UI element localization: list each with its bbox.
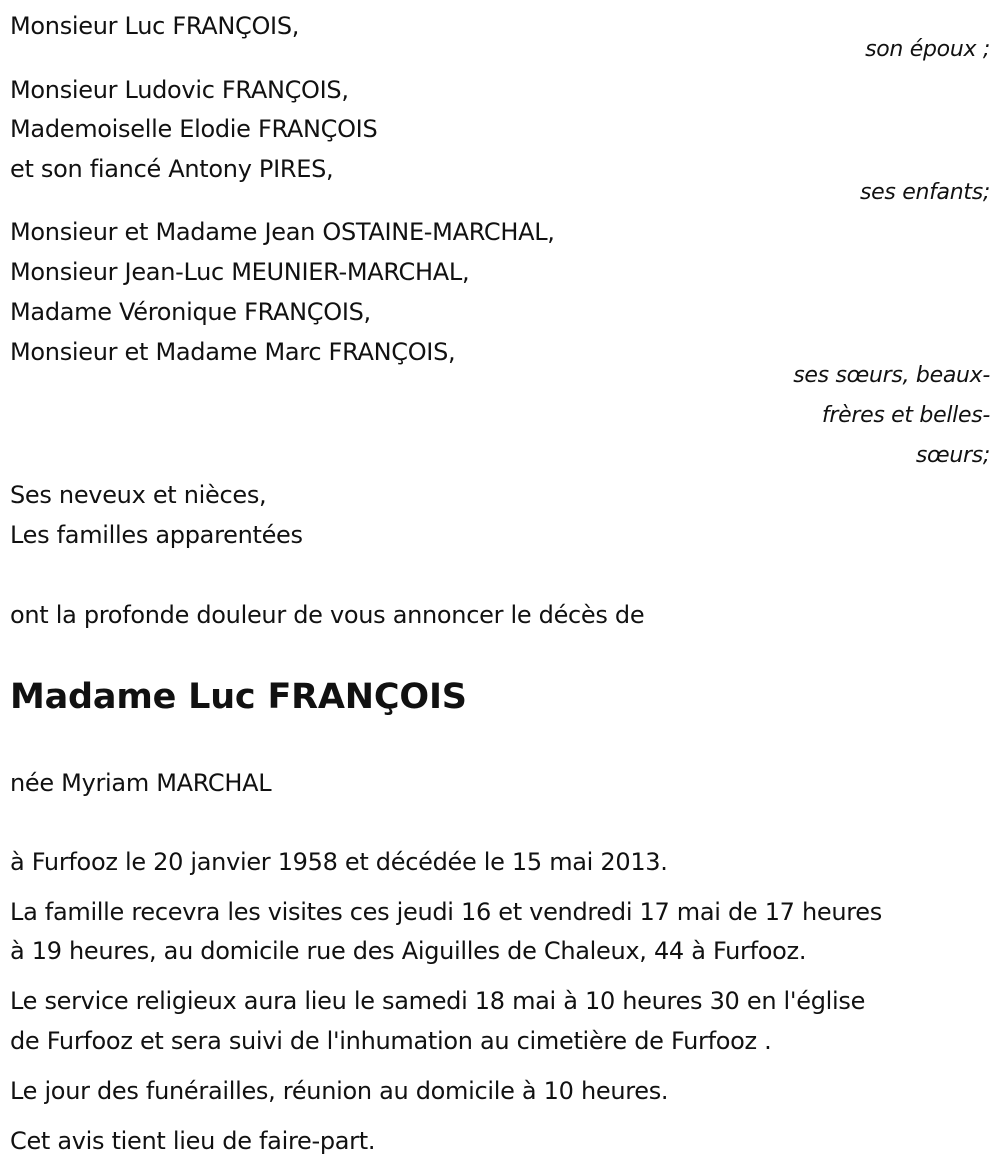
visits-line-1: La famille recevra les visites ces jeudi 16 et vendredi 17 mai de 17 heures bbox=[10, 898, 882, 926]
others-line-2: Les familles apparentées bbox=[10, 521, 303, 549]
sibling-line-2: Monsieur Jean-Luc MEUNIER-MARCHAL, bbox=[10, 258, 470, 286]
siblings-role-2: frères et belles- bbox=[821, 403, 990, 428]
meeting-line: Le jour des funérailles, réunion au domicile à 10 heures. bbox=[10, 1077, 669, 1105]
others-line-1: Ses neveux et nièces, bbox=[10, 481, 267, 509]
service-line-2: de Furfooz et sera suivi de l'inhumation au cimetière de Furfooz . bbox=[10, 1027, 772, 1055]
sibling-line-1: Monsieur et Madame Jean OSTAINE-MARCHAL, bbox=[10, 218, 555, 246]
sibling-line-3: Madame Véronique FRANÇOIS, bbox=[10, 298, 371, 326]
children-role: ses enfants; bbox=[859, 180, 990, 205]
child-line-2: Mademoiselle Elodie FRANÇOIS bbox=[10, 115, 378, 143]
siblings-role-3: sœurs; bbox=[915, 443, 990, 468]
maiden-name: née Myriam MARCHAL bbox=[10, 769, 272, 797]
notice-line: Cet avis tient lieu de faire-part. bbox=[10, 1127, 376, 1155]
announcement-text: ont la profonde douleur de vous annoncer le décès de bbox=[10, 601, 645, 629]
siblings-role-1: ses sœurs, beaux- bbox=[793, 363, 990, 388]
visits-line-2: à 19 heures, au domicile rue des Aiguilles de Chaleux, 44 à Furfooz. bbox=[10, 937, 807, 965]
husband-role: son époux ; bbox=[865, 37, 990, 62]
child-line-1: Monsieur Ludovic FRANÇOIS, bbox=[10, 76, 349, 104]
birth-death-line: à Furfooz le 20 janvier 1958 et décédée le 15 mai 2013. bbox=[10, 848, 668, 876]
deceased-name: Madame Luc FRANÇOIS bbox=[10, 677, 467, 717]
child-line-3: et son fiancé Antony PIRES, bbox=[10, 155, 334, 183]
husband-line: Monsieur Luc FRANÇOIS, bbox=[10, 12, 300, 40]
sibling-line-4: Monsieur et Madame Marc FRANÇOIS, bbox=[10, 338, 456, 366]
service-line-1: Le service religieux aura lieu le samedi 18 mai à 10 heures 30 en l'église bbox=[10, 987, 866, 1015]
